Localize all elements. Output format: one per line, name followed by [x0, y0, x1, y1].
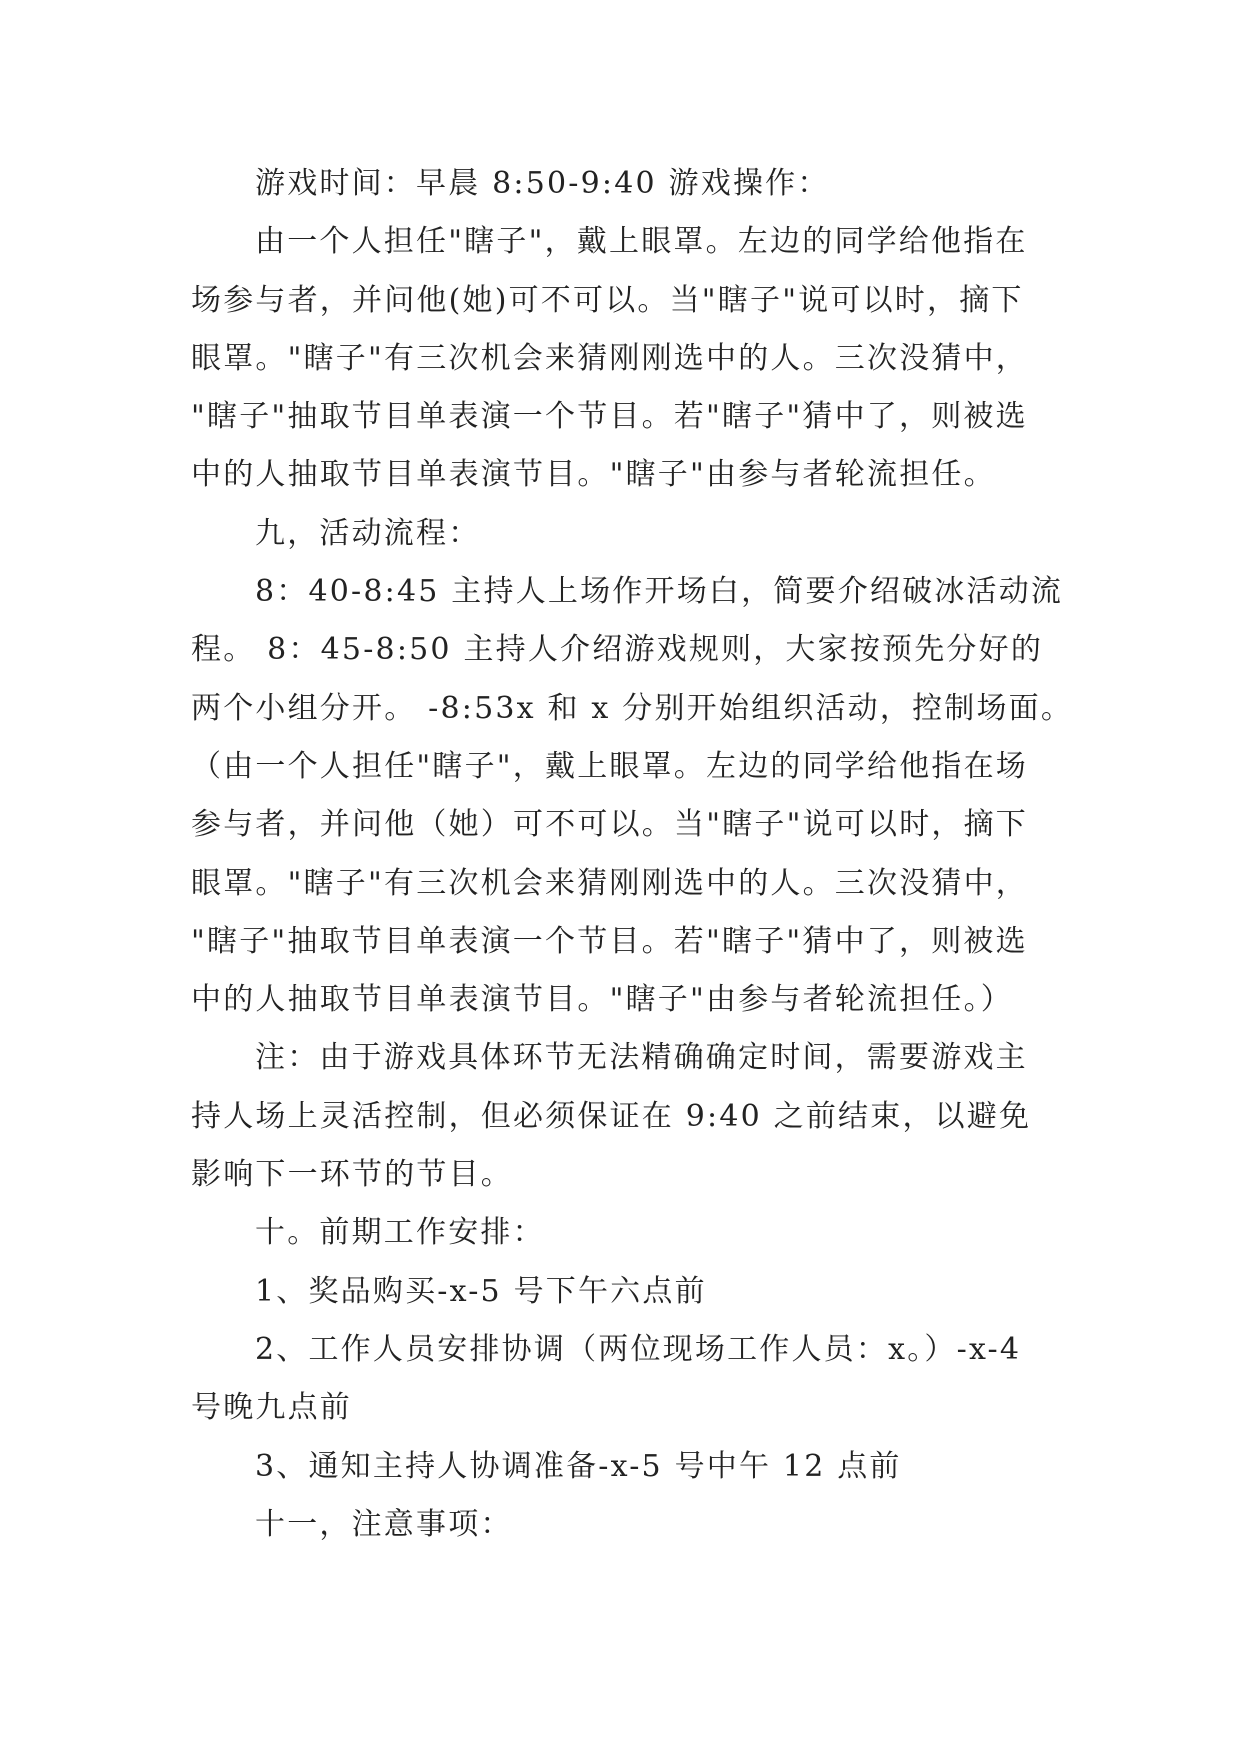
note-line: 持人场上灵活控制，但必须保证在 9:40 之前结束，以避免 [191, 1098, 1032, 1134]
text-line: 中的人抽取节目单表演节目。"瞎子"由参与者轮流担任。） [191, 982, 1013, 1018]
text-line: 8：40-8:45 主持人上场作开场白，简要介绍破冰活动流 [255, 574, 1064, 610]
section-heading: 十一，注意事项： [255, 1506, 513, 1542]
section-heading: 十。前期工作安排： [255, 1215, 545, 1251]
text-line: "瞎子"抽取节目单表演一个节目。若"瞎子"猜中了，则被选 [191, 923, 1028, 959]
list-item-continuation: 号晚九点前 [191, 1390, 352, 1426]
list-item: 2、工作人员安排协调（两位现场工作人员：x。）-x-4 [255, 1331, 1022, 1367]
note-line: 注：由于游戏具体环节无法精确确定时间，需要游戏主 [255, 1040, 1028, 1076]
text-line: 由一个人担任"瞎子"，戴上眼罩。左边的同学给他指在 [255, 224, 1028, 260]
document-body [191, 155, 1091, 1554]
text-line: 眼罩。"瞎子"有三次机会来猜刚刚选中的人。三次没猜中， [191, 340, 1028, 376]
text-line: 眼罩。"瞎子"有三次机会来猜刚刚选中的人。三次没猜中， [191, 865, 1028, 901]
text-line: （由一个人担任"瞎子"，戴上眼罩。左边的同学给他指在场 [191, 748, 1028, 784]
text-line: "瞎子"抽取节目单表演一个节目。若"瞎子"猜中了，则被选 [191, 399, 1028, 435]
section-heading: 九，活动流程： [255, 515, 481, 551]
text-line: 程。 8：45-8:50 主持人介绍游戏规则，大家按预先分好的 [191, 632, 1044, 668]
text-line: 中的人抽取节目单表演节目。"瞎子"由参与者轮流担任。 [191, 457, 996, 493]
text-line: 游戏时间：早晨 8:50-9:40 游戏操作： [255, 166, 830, 201]
note-line: 影响下一环节的节目。 [191, 1157, 513, 1193]
text-line: 场参与者，并问他(她)可不可以。当"瞎子"说可以时，摘下 [191, 282, 1024, 318]
text-line: 参与者，并问他（她）可不可以。当"瞎子"说可以时，摘下 [191, 807, 1028, 843]
list-item: 3、通知主持人协调准备-x-5 号中午 12 点前 [255, 1448, 902, 1484]
text-line: 两个小组分开。 -8:53x 和 x 分别开始组织活动，控制场面。 [191, 690, 1074, 726]
list-item: 1、奖品购买-x-5 号下午六点前 [255, 1273, 707, 1309]
